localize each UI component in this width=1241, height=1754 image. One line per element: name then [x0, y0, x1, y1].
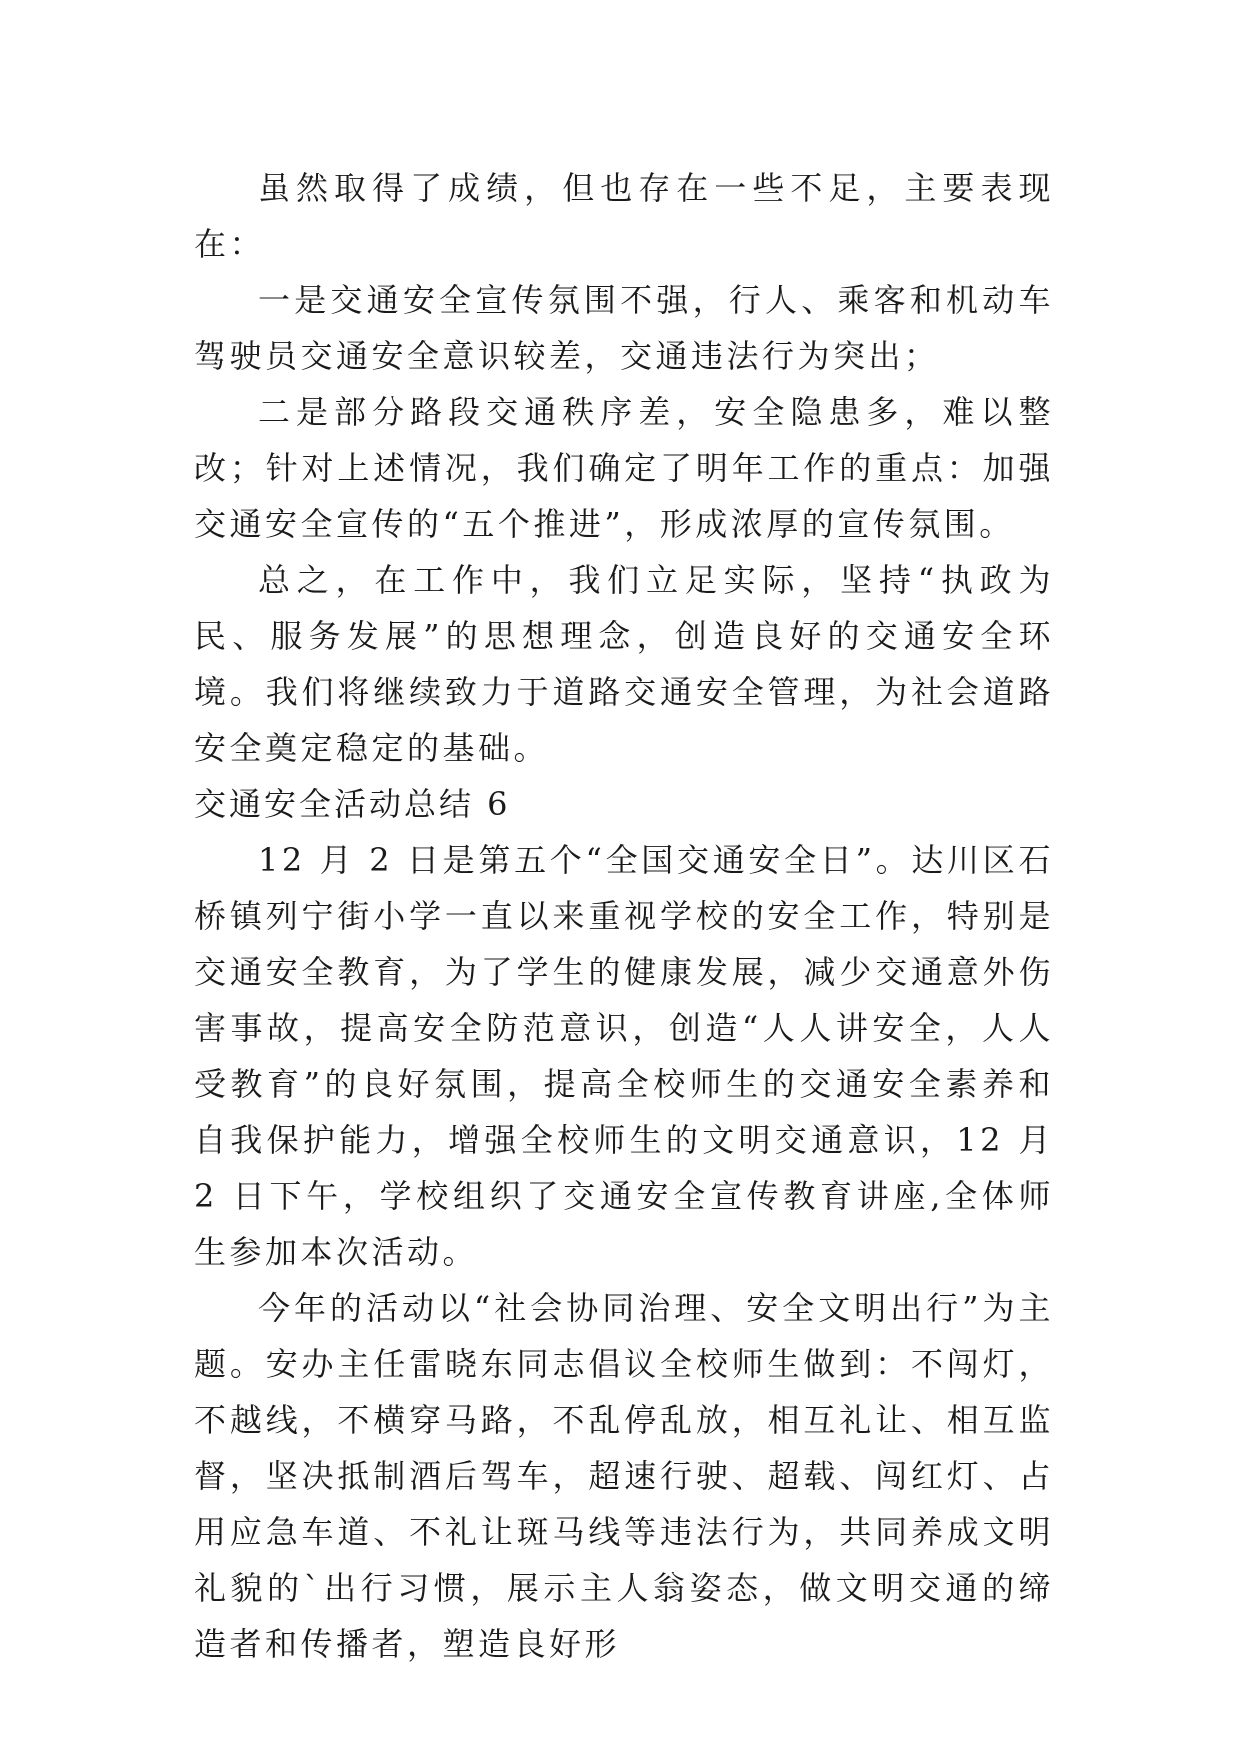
paragraph-safety-day: 12 月 2 日是第五个“全国交通安全日”。达川区石桥镇列宁街小学一直以来重视学校的安全工作，特别是交通安全教育，为了学生的健康发展，减少交通意外伤害事故，提高安全防范意识，创造“人人讲安全，人人受教育”的良好氛围，提高全校师生的交通安全素养和自我保护能力，增强全校师生的文明交通意识，12 月 2 日下午，学校组织了交通安全宣传教育讲座,全体师生参加本次活动。	[194, 841, 1054, 1271]
paragraph-point-two: 二是部分路段交通秩序差，安全隐患多，难以整改；针对上述情况，我们确定了明年工作的重点：加强交通安全宣传的“五个推进”，形成浓厚的宣传氛围。	[194, 393, 1054, 543]
paragraph-activity-theme: 今年的活动以“社会协同治理、安全文明出行”为主题。安办主任雷晓东同志倡议全校师生做到：不闯灯，不越线，不横穿马路，不乱停乱放，相互礼让、相互监督，坚决抵制酒后驾车，超速行驶、超载、闯红灯、占用应急车道、不礼让斑马线等违法行为，共同养成文明礼貌的`出行习惯，展示主人翁姿态，做文明交通的缔造者和传播者，塑造良好形	[194, 1289, 1054, 1663]
paragraph-conclusion: 总之，在工作中，我们立足实际，坚持“执政为民、服务发展”的思想理念，创造良好的交通安全环境。我们将继续致力于道路交通安全管理，为社会道路安全奠定稳定的基础。	[194, 561, 1054, 767]
section-heading: 交通安全活动总结 6	[194, 785, 511, 823]
document-body	[194, 160, 1054, 1672]
paragraph-point-one: 一是交通安全宣传氛围不强，行人、乘客和机动车驾驶员交通安全意识较差，交通违法行为突出；	[194, 281, 1054, 375]
paragraph-shortcomings: 虽然取得了成绩，但也存在一些不足，主要表现在：	[194, 169, 1054, 263]
